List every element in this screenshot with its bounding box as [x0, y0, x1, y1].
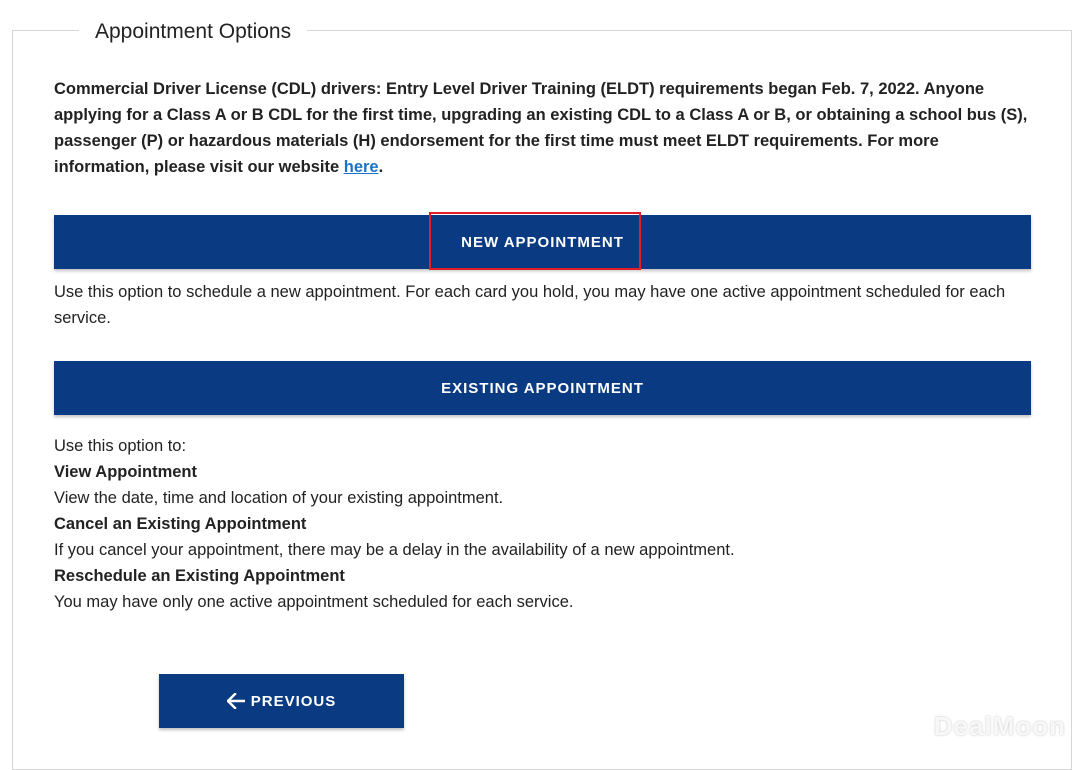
option-text-reschedule: You may have only one active appointment scheduled for each service.	[54, 589, 1029, 615]
watermark-logo: DealMoon	[934, 711, 1066, 742]
option-heading-view: View Appointment	[54, 459, 1029, 485]
new-appointment-description: Use this option to schedule a new appointment. For each card you hold, you may have one active appointment scheduled for each service.	[54, 279, 1029, 331]
options-intro: Use this option to:	[54, 433, 1029, 459]
option-heading-reschedule: Reschedule an Existing Appointment	[54, 563, 1029, 589]
existing-appointment-button[interactable]	[54, 361, 1031, 415]
previous-button[interactable]	[159, 674, 404, 728]
arrow-left-icon	[227, 693, 245, 709]
previous-label: PREVIOUS	[251, 693, 337, 710]
eldt-notice	[54, 76, 1029, 180]
section-title: Appointment Options	[79, 16, 307, 48]
option-heading-cancel: Cancel an Existing Appointment	[54, 511, 1029, 537]
website-link[interactable]: here	[344, 158, 379, 176]
existing-appointment-label: EXISTING APPOINTMENT	[441, 380, 644, 397]
option-text-view: View the date, time and location of your existing appointment.	[54, 485, 1029, 511]
option-text-cancel: If you cancel your appointment, there may be a delay in the availability of a new appointment.	[54, 537, 1029, 563]
existing-appointment-options	[54, 433, 1029, 615]
notice-end: .	[379, 158, 384, 176]
new-appointment-button[interactable]	[54, 215, 1031, 269]
notice-text: Commercial Driver License (CDL) drivers: Entry Level Driver Training (ELDT) requirements began Feb. 7, 2022. Anyone applying for a Class A or B CDL for the first time, upgrading an existing CDL to a Class A or B, or obtaining a school bus (S), passenger (P) or hazardous materials (H) endorsement for the first time must meet ELDT requirements. For more information, please visit our website	[54, 80, 1027, 176]
new-appointment-label: NEW APPOINTMENT	[461, 234, 624, 251]
